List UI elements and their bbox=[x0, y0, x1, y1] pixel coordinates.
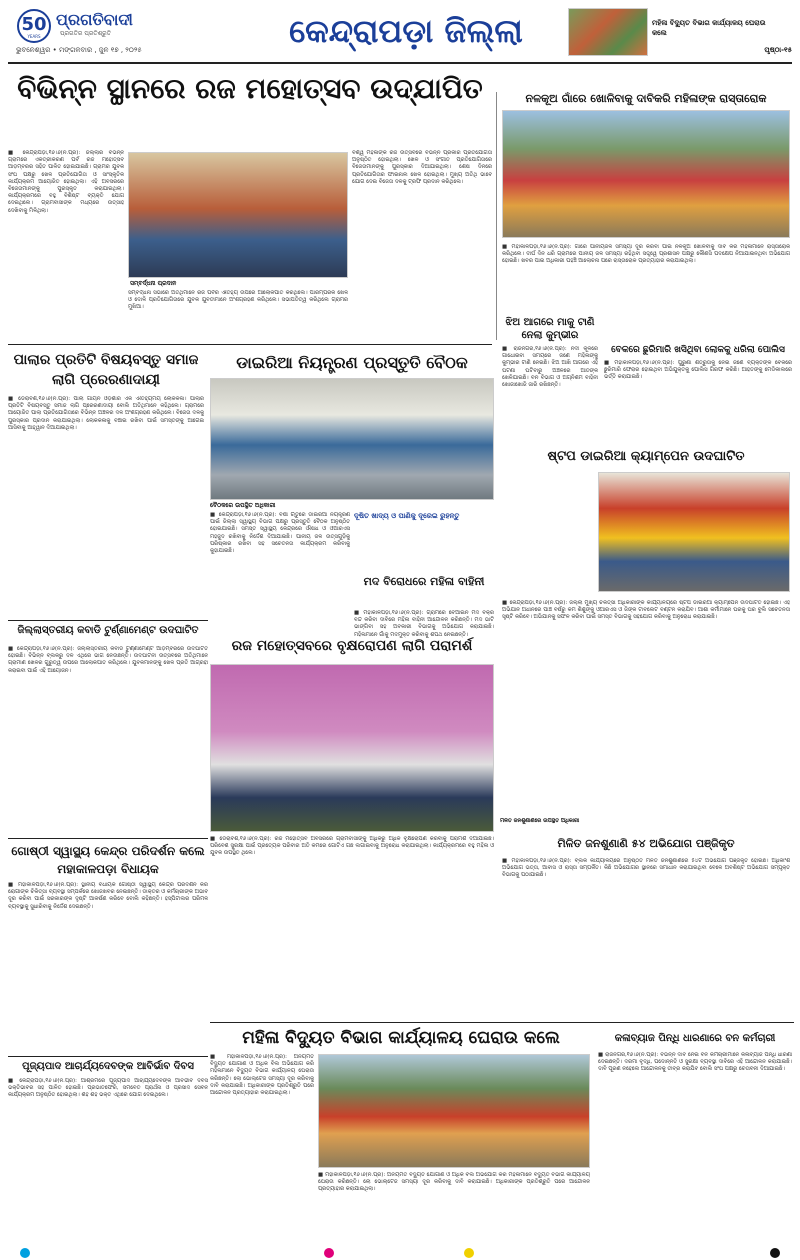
raja-body-1: ■ କେନ୍ଦ୍ରାପଡ଼ା,୧୬।୬(ନି.ପ୍ର): ଜିଲ୍ଲାର ବିଭିନ୍ନ ଗ୍ରାମରେ ଏକତ୍ରୀକରଣ ପର୍ବ ରଜ ମହୋତ୍ସବ ଆଡ଼ମ୍ବରର ସହିତ ପାଳିତ ହୋଇଯାଇଛି। ଗ୍ରାମର ଯୁବକ ସଂଘ ପକ୍ଷରୁ ଖେଳ ପ୍ରତିଯୋଗିତା ଓ ସାଂସ୍କୃତିକ କାର୍ଯ୍ୟକ୍ରମ ଆୟୋଜିତ ହୋଇଥିଲା। ଏହି ଅବସରରେ ବିଜେତାମାନଙ୍କୁ ପୁରସ୍କୃତ କରାଯାଇଥିଲା। କାର୍ଯ୍ୟକ୍ରମରେ ବହୁ ବିଶିଷ୍ଟ ବ୍ୟକ୍ତି ଯୋଗ ଦେଇଥିଲେ। ଗ୍ରାମବାସୀଙ୍କ ମଧ୍ୟରେ ଉତ୍ସାହ ଦେଖିବାକୁ ମିଳିଥିଲା। bbox=[8, 150, 124, 214]
anniversary-logo bbox=[16, 8, 52, 44]
diarrhea-sub: ଦୂଷିତ ଖାଦ୍ୟ ଓ ପାଣିକୁ ଦୂରେଇ ରୁହନ୍ତୁ bbox=[354, 512, 460, 520]
headline-water: ନଳକୂଅ ଗାଁରେ ଖୋଳିବାକୁ ଦାବିକରି ମହିଳାଙ୍କ ରାସ୍ତାରୋକ bbox=[525, 92, 767, 105]
headline-tree: ରଜ ମହୋତ୍ସବରେ ବୃକ୍ଷରୋପଣ ଲାଗି ପରାମର୍ଶ bbox=[231, 638, 473, 654]
section-rule-4 bbox=[210, 1022, 794, 1023]
puja-body: ■ କେନ୍ଦ୍ରାପଡ଼ା,୧୬।୬(ନି.ପ୍ର): ଆଶ୍ରମରେ ପୂଜ୍ୟପାଦ ଆଚାର୍ଯ୍ୟଦେବଙ୍କ ଆବିର୍ଭାବ ଦିବସ ଭକ୍ତିଭାବର ସହ ପାଳିତ ହୋଇଛି। ପ୍ରଭାତଫେରି, ସମବେତ ପ୍ରାର୍ଥନା ଓ ପ୍ରସାଦ ସେବନ କାର୍ଯ୍ୟକ୍ରମ ଅନୁଷ୍ଠିତ ହୋଇଥିଲା। ଶହ ଶହ ଭକ୍ତ ଏଥିରେ ଯୋଗ ଦେଇଥିଲେ। bbox=[8, 1078, 208, 1099]
headline-police: ବେକରେ ଛୁରିମାରି ଖସିଥିବା ଲୋକକୁ ଧରିଲା ପୋଲିସ bbox=[611, 345, 785, 355]
library-body: ■ କେନ୍ଦ୍ରାପଡ଼ା,୧୬।୬(ନି.ପ୍ର): ଜିଲ୍ଲାସ୍ତରୀୟ କବାଡି ଟୁର୍ଣ୍ଣାମେଣ୍ଟ ଆଡ଼ମ୍ବରରେ ଉଦଘାଟିତ ହୋଇଛି। ବିଭିନ୍ନ ବ୍ଲକରୁ ଦଳ ଏଥିରେ ଭାଗ ନେଉଛନ୍ତି। ଉଦଘାଟନୀ ଉତ୍ସବରେ ଅତିଥିମାନେ ଗ୍ରାମୀଣ ଖେଳର ଗୁରୁତ୍ୱ ଉପରେ ଆଲୋକପାତ କରିଥିଲେ। ଯୁବକମାନଙ୍କୁ ଖେଳ ପ୍ରତି ଆଗ୍ରହୀ କରାଇବା ପାଇଁ ଏହି ଆୟୋଜନ। bbox=[8, 646, 208, 674]
water-photo bbox=[502, 110, 790, 238]
district-title: କେନ୍ଦ୍ରାପଡ଼ା ଜିଲ୍ଲା bbox=[289, 12, 523, 50]
section-rule-2 bbox=[8, 620, 208, 621]
headline-health: ଗୋଷ୍ଠୀ ସ୍ୱାସ୍ଥ୍ୟ କେନ୍ଦ୍ର ପରିଦର୍ଶନ କଲେ ମହାକାଳପଡ଼ା ବିଧାୟକ bbox=[11, 844, 205, 876]
reg-mark-left bbox=[20, 1248, 30, 1258]
section-rule-5 bbox=[8, 1056, 208, 1057]
paper-name: ପ୍ରଗତିବାଦୀ bbox=[56, 10, 133, 29]
tree-photo bbox=[210, 664, 494, 832]
diarrhea-body: ■ କେନ୍ଦ୍ରାପଡ଼ା,୧୬।୬(ନି.ପ୍ର): ବର୍ଷା ଋତୁରେ ଡାଇରିଆ ନିୟନ୍ତ୍ରଣ ପାଇଁ ଜିଲ୍ଲା ସ୍ୱାସ୍ଥ୍ୟ ବିଭାଗ ପକ୍ଷରୁ ପ୍ରସ୍ତୁତି ବୈଠକ ଅନୁଷ୍ଠିତ ହୋଇଯାଇଛି। ସମସ୍ତ ସ୍ୱାସ୍ଥ୍ୟ କେନ୍ଦ୍ରରେ ଔଷଧ ଓ ଓଆରଏସ ମହଜୁଦ ରଖିବାକୁ ନିର୍ଦ୍ଦେଶ ଦିଆଯାଇଛି। ପାନୀୟ ଜଳ ଉତ୍ସଗୁଡ଼ିକୁ ପରିଷ୍କାର ରଖିବା ସହ ସଚେତନତା କାର୍ଯ୍ୟକ୍ରମ କରିବାକୁ କୁହାଯାଇଛି। bbox=[210, 512, 350, 555]
headline-drunk: ମଦ ବିରୋଧରେ ମହିଳା ବାହିନୀ bbox=[363, 575, 485, 588]
forest-body: ■ ରାଜନଗର,୧୬।୬(ନି.ପ୍ର): ବିଭିନ୍ନ ଦାବି ନେଇ ବନ କର୍ମଚାରୀମାନେ କଳାବ୍ୟାଜ ପିନ୍ଧି ଧାରଣା ଦେଇଛନ୍ତି। ଦରମା ବୃଦ୍ଧି, ପଦୋନ୍ନତି ଓ ସୁରକ୍ଷା ବ୍ୟବସ୍ଥା ଦାବିରେ ଏହି ଆନ୍ଦୋଳନ କରାଯାଇଛି। ଦାବି ପୂରଣ ନହେଲେ ଆନ୍ଦୋଳନକୁ ତୀବ୍ର କରାଯିବ ବୋଲି ସଂଘ ପକ୍ଷରୁ ଚେତାବନୀ ଦିଆଯାଇଛି। bbox=[598, 1052, 792, 1073]
logo-sub: YEARS bbox=[27, 34, 41, 39]
paper-tagline: ପ୍ରଗତିର ପ୍ରତିଶ୍ରୁତି bbox=[60, 30, 111, 37]
stop-diarrhea-photo bbox=[598, 472, 790, 592]
raja-body-3: ବିଶ୍ୱ ମହିଳାଙ୍କ ରଜ ଉତ୍ସବରେ ବିଭିନ୍ନ ପ୍ରକାର ପ୍ରତିଯୋଗିତା ଅନୁଷ୍ଠିତ ହୋଇଥିଲା। ଖେଳ ଓ ସଂଗୀତ ପ୍ରତିଯୋଗିତାରେ ବିଜେତାମାନଙ୍କୁ ପୁରସ୍କାର ଦିଆଯାଇଥିଲା। ଶେଷ ଦିନରେ ପ୍ରତିଯୋଗିତାର ଫାଇନାଲ ଖେଳ ହୋଇଥିଲା। ମୁଖ୍ୟ ଅତିଥି ଭାବେ ଯୋଗ ଦେଇ ବିଜେତା ଦଳକୁ ଟ୍ରଫି ପ୍ରଦାନ କରିଥିଲେ। bbox=[352, 150, 492, 185]
electric-body: ■ ମହାକାଳପଡ଼ା,୧୬।୬(ନି.ପ୍ର): ଅନିୟମିତ ବିଦ୍ୟୁତ ଯୋଗାଣ ଓ ଅଧିକ ବିଲ ଅଭିଯୋଗ କରି ମହିଳାମାନେ ବିଦ୍ୟୁତ ବିଭାଗ କାର୍ଯ୍ୟାଳୟ ଘେରାଉ କରିଛନ୍ତି। ଲୋ ଭୋଲ୍ଟେଜ ସମସ୍ୟା ଦୂର କରିବାକୁ ଦାବି କରାଯାଇଛି। ଅଧିକାରୀଙ୍କ ପ୍ରତିଶ୍ରୁତି ପରେ ଆନ୍ଦୋଳନ ପ୍ରତ୍ୟାହାର କରାଯାଇଥିଲା। bbox=[210, 1054, 314, 1097]
diarrhea-photo bbox=[210, 378, 494, 500]
section-rule-3 bbox=[8, 838, 208, 839]
health-body: ■ ମହାକାଳପଡ଼ା,୧୬।୬(ନି.ପ୍ର): ସ୍ଥାନୀୟ ବିଧାୟକ ଗୋଷ୍ଠୀ ସ୍ୱାସ୍ଥ୍ୟ କେନ୍ଦ୍ର ପରିଦର୍ଶନ କରି ରୋଗୀଙ୍କ ଚିକିତ୍ସା ବ୍ୟବସ୍ଥା ସମ୍ପର୍କରେ ଖୋଜଖବର ନେଇଛନ୍ତି। ଡାକ୍ତର ଓ କର୍ମଚାରୀଙ୍କ ଅଭାବ ଦୂର କରିବା ପାଇଁ ସରକାରଙ୍କ ଦୃଷ୍ଟି ଆକର୍ଷଣ କରିବେ ବୋଲି କହିଛନ୍ତି। ହସ୍ପିଟାଲର ପରିମଳ ବ୍ୟବସ୍ଥାକୁ ସୁଧାରିବାକୁ ନିର୍ଦ୍ଦେଶ ଦେଇଛନ୍ତି। bbox=[8, 882, 208, 910]
reg-mark-center-1 bbox=[324, 1248, 334, 1258]
headline-library: ଜିଲ୍ଲାସ୍ତରୀୟ କବାଡି ଟୁର୍ଣ୍ଣାମେଣ୍ଟ ଉଦଘାଟିତ bbox=[17, 625, 199, 636]
fish-body: ■ ରାଜନଗର,୧୬।୬(ନି.ପ୍ର): ନଦୀ କୂଳରେ ଗାଧୋଇବା ସମୟରେ ଜଣେ ମହିଳାଙ୍କୁ କୁମ୍ଭୀର ଟାଣି ନେଇଛି। ଝିଅ ଆଖି ଆଗରେ ଏହି ଘଟଣା ଘଟିବାରୁ ଅଞ୍ଚଳରେ ଆତଙ୍କ ଖେଳିଯାଇଛି। ବନ ବିଭାଗ ଓ ଅଗ୍ନିଶମ ବାହିନୀ ଖୋଜାଖୋଜି ଜାରି ରଖିଛନ୍ତି। bbox=[502, 346, 598, 389]
promo-title: ମହିଳା ବିଦ୍ୟୁତ ବିଭାଗ କାର୍ଯ୍ୟାଳୟ ଘେରାଉ କଲେ bbox=[652, 19, 766, 37]
headline-electric: ମହିଳା ବିଦ୍ୟୁତ ବିଭାଗ କାର୍ଯ୍ୟାଳୟ ଘେରାଉ କଲେ bbox=[242, 1028, 560, 1048]
mangrove-sub: ମିଳିତ ଜନଶୁଣାଣିରେ ଉପସ୍ଥିତ ଅଧିକାରୀ bbox=[500, 818, 580, 824]
water-body: ■ ମହାକାଳପଡ଼ା,୧୬।୬(ନି.ପ୍ର): ଗାଁରେ ପାନୀୟଜଳ ସମସ୍ୟା ଦୂର କରିବା ପାଇଁ ନଳକୂଅ ଖୋଳିବାକୁ ଦାବି କରି ମହିଳାମାନେ ରାସ୍ତାରୋକ କରିଥିଲେ। ଦୀର୍ଘ ଦିନ ଧରି ଗ୍ରାମରେ ପାନୀୟ ଜଳ ସମସ୍ୟା ରହିଥିବା ସତ୍ତ୍ୱେ ପ୍ରଶାସନ ପକ୍ଷରୁ କୌଣସି ପଦକ୍ଷେପ ନିଆଯାଇନଥିବା ଅଭିଯୋଗ ହୋଇଛି। ଖବର ପାଇ ଅଧିକାରୀ ପହଞ୍ଚି ଆଲୋଚନା ପରେ ରାସ୍ତାରୋକ ପ୍ରତ୍ୟାହାର କରାଯାଇଥିଲା। bbox=[502, 244, 790, 265]
masthead bbox=[8, 6, 792, 64]
headline-raja: ବିଭିନ୍ନ ସ୍ଥାନରେ ରଜ ମହୋତ୍ସବ ଉଦ୍‌ଯାପିତ bbox=[17, 72, 483, 105]
police-body: ■ ମହାକାଳପଡ଼ା,୧୬।୬(ନି.ପ୍ର): ପୁରୁଣା ଶତ୍ରୁତାକୁ ନେଇ ଜଣେ ବ୍ୟକ୍ତିଙ୍କ ବେକରେ ଛୁରିମାରି ଫେରାର ହୋଇଥିବା ଅଭିଯୁକ୍ତକୁ ପୋଲିସ ଗିରଫ କରିଛି। ଆହତଙ୍କୁ ମେଡିକାଲରେ ଭର୍ତ୍ତି କରାଯାଇଛି। bbox=[604, 360, 792, 381]
diarrhea-caption: ବୈଠକରେ ଉପସ୍ଥିତ ଅଧିକାରୀ bbox=[210, 502, 276, 509]
drunk-body: ■ ମହାକାଳପଡ଼ା,୧୬।୬(ନି.ପ୍ର): ଗ୍ରାମରେ ବେଆଇନ ମଦ ବିକ୍ରି ବନ୍ଦ କରିବା ଦାବିରେ ମହିଳା ବାହିନୀ ଆନ୍ଦୋଳନ କରିଛନ୍ତି। ମଦ ଭାଟି ଭାଙ୍ଗିବା ସହ ଅବକାରୀ ବିଭାଗକୁ ଅଭିଯୋଗ କରାଯାଇଛି। ମହିଳାମାନେ ଗାଁକୁ ମଦମୁକ୍ତ କରିବାକୁ ଶପଥ ନେଇଛନ୍ତି। bbox=[354, 610, 494, 638]
page-number: ପୃଷ୍ଠା-୧୫ bbox=[764, 46, 792, 54]
mangrove-body: ■ ମହାକାଳପଡ଼ା,୧୬।୬(ନି.ପ୍ର): ବ୍ଲକ କାର୍ଯ୍ୟାଳୟରେ ଅନୁଷ୍ଠିତ ମିଳିତ ଜନଶୁଣାଣିରେ ୫୪ଟି ଅଭିଯୋଗ ପଞ୍ଜିକୃତ ହୋଇଛି। ଅଧିକାଂଶ ଅଭିଯୋଗ ଭତ୍ତା, ଆବାସ ଓ ରାସ୍ତା ସମ୍ପର୍କିତ। କିଛି ଅଭିଯୋଗର ସ୍ଥାନରେ ସମାଧାନ କରାଯାଇଥିବା ବେଳେ ଅବଶିଷ୍ଟ ଅଭିଯୋଗ ସମ୍ପୃକ୍ତ ବିଭାଗକୁ ପଠାଯାଇଛି। bbox=[502, 858, 790, 879]
raja-body-2: ସମ୍ବର୍ଦ୍ଧନା ସଭାରେ ଅତିଥିମାନେ ରଜ ପର୍ବର ଐତିହ୍ୟ ଉପରେ ଆଲୋକପାତ କରିଥିଲେ। ପାରମ୍ପରିକ ଖେଳ ଓ ଦୋଳି ପ୍ରତିଯୋଗିତାରେ ଯୁବକ ଯୁବତୀମାନେ ଅଂଶଗ୍ରହଣ କରିଥିଲେ। ସଭାପତିତ୍ୱ କରିଥିଲେ ଗ୍ରାମର ମୁଖିଆ। bbox=[128, 290, 348, 311]
col-divider-top bbox=[496, 92, 497, 340]
footer-color-bar bbox=[0, 1246, 800, 1260]
headline-diarrhea: ଡାଇରିଆ ନିୟନ୍ତ୍ରଣ ପ୍ରସ୍ତୁତି ବୈଠକ bbox=[236, 353, 468, 372]
masthead-rule bbox=[8, 62, 792, 64]
logo-number: 50 bbox=[21, 14, 47, 35]
headline-stop-diarrhea: ଷ୍ଟପ ଡାଇରିଆ କ୍ୟାମ୍ପେନ ଉଦଘାଟିତ bbox=[547, 449, 745, 464]
raja-photo bbox=[128, 152, 348, 278]
reg-mark-right bbox=[770, 1248, 780, 1258]
dateline: ଭୁବନେଶ୍ୱର • ମଙ୍ଗଳବାର , ଜୁନ ୧୭ , ୨୦୨୫ bbox=[16, 46, 142, 54]
headline-puja: ପୂଜ୍ୟପାଦ ଆଚାର୍ଯ୍ୟଦେବଙ୍କ ଆବିର୍ଭାବ ଦିବସ bbox=[22, 1061, 194, 1072]
section-rule-1 bbox=[8, 344, 492, 345]
headline-fish: ଝିଅ ଆଗରେ ମାକୁ ଟାଣି ନେଲା କୁମ୍ଭୀର bbox=[505, 317, 595, 341]
stop-diarrhea-body: ■ କେନ୍ଦ୍ରାପଡ଼ା,୧୬।୬(ନି.ପ୍ର): ଜିଲ୍ଲା ମୁଖ୍ୟ ଚିକିତ୍ସା ଅଧିକାରୀଙ୍କ କାର୍ଯ୍ୟାଳୟରେ ଷ୍ଟପ ଡାଇରିଆ କ୍ୟାମ୍ପେନ ଉଦଘାଟିତ ହୋଇଛି। ଏହି ଅଭିଯାନ ଅଧୀନରେ ପାଞ୍ଚ ବର୍ଷରୁ କମ ଶିଶୁଙ୍କୁ ଓଆରଏସ ଓ ଜିଙ୍କ ଟାବଲେଟ ବଣ୍ଟନ କରାଯିବ। ଆଶା କର୍ମୀମାନେ ଘରକୁ ଘର ବୁଲି ସଚେତନତା ସୃଷ୍ଟି କରିବେ। ଅଭିଯାନକୁ ସଫଳ କରିବା ପାଇଁ ସମସ୍ତ ବିଭାଗକୁ ସହଯୋଗ କରିବାକୁ ଅନୁରୋଧ କରାଯାଇଛି। bbox=[502, 600, 790, 621]
headline-palla: ପାଲାର ପ୍ରତିଟି ବିଷୟବସ୍ତୁ ସମାଜ ଲାଗି ପ୍ରେରଣାଦାୟୀ bbox=[13, 352, 199, 388]
palla-body: ■ ଡେରାବିଶି,୧୬।୬(ନି.ପ୍ର): ପାଲା ଗାୟନ ଓଡ଼ିଶାର ଏକ ଐତିହ୍ୟମୟ ଲୋକକଳା। ପାଲାର ପ୍ରତିଟି ବିଷୟବସ୍ତୁ ସମାଜ ଲାଗି ପ୍ରେରଣାଦାୟୀ ବୋଲି ଅତିଥିମାନେ କହିଥିଲେ। ଗ୍ରାମରେ ଆୟୋଜିତ ପାଲା ପ୍ରତିଯୋଗିତାରେ ବିଭିନ୍ନ ଅଞ୍ଚଳର ଦଳ ଅଂଶଗ୍ରହଣ କରିଥିଲେ। ବିଜେତା ଦଳକୁ ପୁରସ୍କାର ପ୍ରଦାନ କରାଯାଇଥିଲା। ଲୋକକଳାକୁ ବଞ୍ଚାଇ ରଖିବା ପାଇଁ ସମସ୍ତଙ୍କୁ ଆଗେଇ ଆସିବାକୁ ଆହ୍ୱାନ ଦିଆଯାଇଥିଲା। bbox=[8, 396, 204, 431]
electric-photo bbox=[318, 1054, 590, 1168]
headline-forest: କଳାବ୍ୟାଜ ପିନ୍ଧି ଧାରଣାରେ ବନ କର୍ମଚାରୀ bbox=[614, 1033, 776, 1044]
electric-body-2: ■ ମହାକାଳପଡ଼ା,୧୬।୬(ନି.ପ୍ର): ଅନିୟମିତ ବିଦ୍ୟୁତ ଯୋଗାଣ ଓ ଅଧିକ ବିଲ ଅଭିଯୋଗ କରି ମହିଳାମାନେ ବିଦ୍ୟୁତ ବିଭାଗ କାର୍ଯ୍ୟାଳୟ ଘେରାଉ କରିଛନ୍ତି। ଲୋ ଭୋଲ୍ଟେଜ ସମସ୍ୟା ଦୂର କରିବାକୁ ଦାବି କରାଯାଇଛି। ଅଧିକାରୀଙ୍କ ପ୍ରତିଶ୍ରୁତି ପରେ ଆନ୍ଦୋଳନ ପ୍ରତ୍ୟାହାର କରାଯାଇଥିଲା। bbox=[318, 1172, 590, 1193]
tree-body: ■ ଡେରାବିଶି,୧୬।୬(ନି.ପ୍ର): ରଜ ମହୋତ୍ସବ ଅବସରରେ ଗ୍ରାମବାସୀଙ୍କୁ ଅଧିକରୁ ଅଧିକ ବୃକ୍ଷରୋପଣ କରିବାକୁ ପରାମର୍ଶ ଦିଆଯାଇଛି। ପରିବେଶ ସୁରକ୍ଷା ପାଇଁ ପ୍ରତ୍ୟେକ ପରିବାର ଅତି କମରେ ଗୋଟିଏ ଗଛ ଲଗାଇବାକୁ ଅନୁରୋଧ କରାଯାଇଥିଲା। କାର୍ଯ୍ୟକ୍ରମରେ ବହୁ ମହିଳା ଓ ଯୁବକ ଉପସ୍ଥିତ ଥିଲେ। bbox=[210, 836, 494, 857]
headline-mangrove: ମିଳିତ ଜନଶୁଣାଣି ୫୪ ଅଭିଯୋଗ ପଞ୍ଜିକୃତ bbox=[557, 837, 735, 850]
raja-caption: ସମ୍ବର୍ଦ୍ଧନା ପ୍ରଦାନ bbox=[130, 280, 177, 287]
promo-photo bbox=[568, 8, 648, 56]
reg-mark-center-2 bbox=[464, 1248, 474, 1258]
